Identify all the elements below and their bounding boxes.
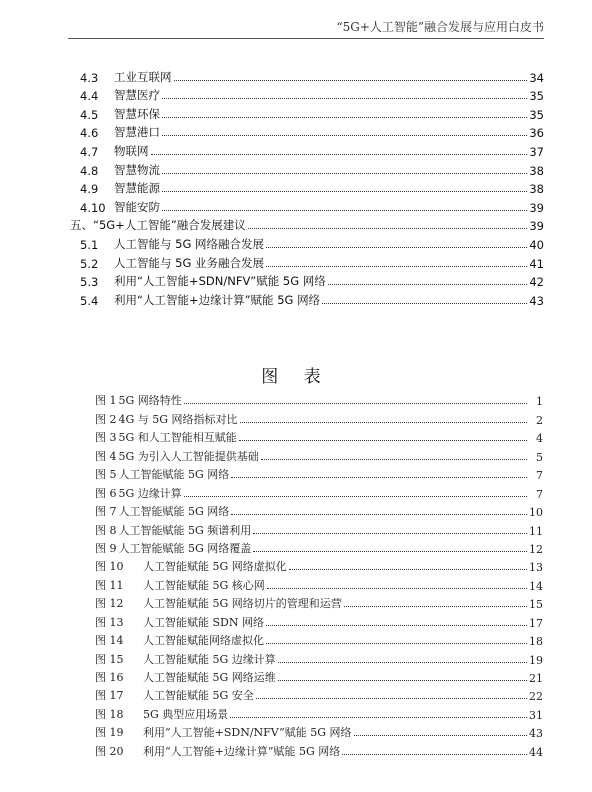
entry-page-number: 39 <box>529 200 544 215</box>
entry-page-number: 21 <box>529 672 543 685</box>
entry-title: 智慧物流 <box>114 162 160 177</box>
entry-number: 4.3 <box>80 70 99 85</box>
figure-entry[interactable] <box>95 519 543 537</box>
dot-leader <box>162 172 527 174</box>
entry-title: 智慧医疗 <box>114 88 160 103</box>
entry-page-number: 37 <box>529 144 544 159</box>
entry-title: 人工智能赋能 5G 边缘计算 <box>143 652 276 666</box>
entry-page-number: 2 <box>536 413 543 427</box>
dot-leader <box>162 116 527 118</box>
dot-leader <box>342 753 527 755</box>
entry-number: 4.4 <box>80 89 99 104</box>
dot-leader <box>278 679 527 681</box>
entry-page-number: 22 <box>529 690 543 704</box>
entry-page-number: 13 <box>529 561 543 575</box>
dot-leader <box>184 495 527 497</box>
entry-page-number: 5 <box>536 450 543 464</box>
entry-title: 5G 为引入人工智能提供基础 <box>118 449 259 463</box>
entry-page-number: 4 <box>536 432 543 446</box>
entry-title: 人工智能与 5G 网络融合发展 <box>114 236 265 251</box>
dot-leader <box>231 513 527 515</box>
entry-page-number: 12 <box>529 542 543 556</box>
entry-page-number: 39 <box>529 219 544 234</box>
dot-leader <box>256 697 527 699</box>
entry-page-number: 42 <box>529 275 544 290</box>
running-header: “5G+人工智能”融合发展与应用白皮书 <box>336 20 544 34</box>
figures-heading: 图 表 <box>261 367 331 387</box>
dot-leader <box>266 265 527 267</box>
figure-entry[interactable] <box>95 464 543 482</box>
entry-title: 5G 典型应用场景 <box>143 707 229 721</box>
entry-title: 利用“人工智能+SDN/NFV”赋能 5G 网络 <box>143 726 352 740</box>
dot-leader <box>354 734 527 736</box>
entry-title: 人工智能赋能 5G 核心网 <box>143 578 265 592</box>
entry-title: 五、“5G+人工智能”融合发展建议 <box>70 218 246 233</box>
figure-entry[interactable] <box>95 667 543 685</box>
figure-entry[interactable] <box>95 593 543 611</box>
dot-leader <box>231 476 527 478</box>
entry-title: 智慧港口 <box>114 125 160 140</box>
figure-entry[interactable] <box>95 427 543 445</box>
entry-page-number: 11 <box>529 524 543 538</box>
entry-page-number: 40 <box>529 237 544 252</box>
entry-page-number: 15 <box>529 598 543 612</box>
entry-number: 图 13 <box>95 615 124 629</box>
figure-entry[interactable] <box>95 740 543 758</box>
dot-leader <box>239 439 527 441</box>
figure-entry[interactable] <box>95 648 543 666</box>
entry-title: 人工智能赋能 5G 频谱利用 <box>118 523 252 537</box>
entry-number: 4.8 <box>80 163 99 178</box>
header-divider <box>68 38 544 39</box>
figure-entry[interactable] <box>95 574 543 592</box>
figure-entry[interactable] <box>95 482 543 500</box>
entry-number: 图 18 <box>95 707 124 721</box>
entry-page-number: 43 <box>529 727 543 741</box>
figure-entry[interactable] <box>95 408 543 426</box>
entry-title: 5G 边缘计算 <box>118 486 182 500</box>
toc-entry[interactable] <box>70 271 544 290</box>
entry-number: 图 5 <box>95 468 117 482</box>
dot-leader <box>344 605 527 607</box>
dot-leader <box>240 421 527 423</box>
toc-entry[interactable] <box>70 252 544 271</box>
entry-page-number: 34 <box>529 70 544 85</box>
entry-page-number: 31 <box>529 708 543 722</box>
entry-page-number: 14 <box>529 579 543 593</box>
entry-number: 4.6 <box>80 126 99 141</box>
figure-entry[interactable] <box>95 390 543 408</box>
entry-title: 人工智能赋能 5G 网络 <box>118 505 230 519</box>
dot-leader <box>266 246 527 248</box>
entry-number: 图 14 <box>95 634 124 648</box>
figure-entry[interactable] <box>95 445 543 463</box>
entry-title: 智慧能源 <box>114 181 160 196</box>
entry-page-number: 7 <box>536 487 543 501</box>
entry-page-number: 41 <box>529 256 544 271</box>
dot-leader <box>328 283 528 285</box>
entry-number: 4.5 <box>80 107 99 122</box>
entry-number: 图 2 <box>95 412 117 426</box>
entry-number: 图 6 <box>95 486 117 500</box>
entry-page-number: 35 <box>529 89 544 104</box>
dot-leader <box>266 642 527 644</box>
entry-title: 人工智能赋能 5G 网络覆盖 <box>118 541 252 555</box>
entry-title: 利用“人工智能+SDN/NFV”赋能 5G 网络 <box>114 274 326 289</box>
dot-leader <box>184 402 527 404</box>
dot-leader <box>278 661 527 663</box>
entry-number: 图 11 <box>95 578 124 592</box>
entry-title: 人工智能赋能 5G 网络运维 <box>143 671 276 684</box>
table-of-contents <box>70 66 544 308</box>
dot-leader <box>266 624 527 626</box>
dot-leader <box>253 550 527 552</box>
figure-entry[interactable] <box>95 630 543 648</box>
entry-page-number: 17 <box>529 616 543 630</box>
toc-entry[interactable] <box>70 103 544 122</box>
entry-number: 5.4 <box>80 293 99 308</box>
entry-title: 智能安防 <box>114 199 160 214</box>
entry-title: 4G 与 5G 网络指标对比 <box>118 412 238 426</box>
dot-leader <box>267 587 527 589</box>
figure-entry[interactable] <box>95 722 543 740</box>
entry-title: 智慧环保 <box>114 106 160 121</box>
entry-page-number: 1 <box>536 395 543 409</box>
toc-entry[interactable] <box>70 215 544 234</box>
entry-page-number: 35 <box>529 107 544 122</box>
entry-title: 物联网 <box>114 143 149 158</box>
entry-title: 人工智能赋能 SDN 网络 <box>143 615 264 629</box>
entry-number: 图 3 <box>95 431 117 445</box>
dot-leader <box>322 302 527 304</box>
dot-leader <box>261 458 527 460</box>
entry-number: 图 8 <box>95 523 117 537</box>
entry-page-number: 10 <box>529 506 543 520</box>
dot-leader <box>162 134 527 136</box>
entry-title: 人工智能与 5G 业务融合发展 <box>114 255 265 270</box>
toc-entry[interactable] <box>70 196 544 215</box>
entry-title: 人工智能赋能 5G 网络切片的管理和运营 <box>143 597 342 611</box>
toc-entry[interactable] <box>70 159 544 178</box>
entry-page-number: 44 <box>529 745 543 759</box>
dot-leader <box>174 79 528 81</box>
entry-title: 利用“人工智能+边缘计算”赋能 5G 网络 <box>114 292 321 307</box>
dot-leader <box>289 568 527 570</box>
dot-leader <box>151 153 528 155</box>
toc-entry[interactable] <box>70 289 544 308</box>
entry-page-number: 38 <box>529 182 544 197</box>
entry-title: 5G 和人工智能相互赋能 <box>118 431 237 445</box>
figure-entry[interactable] <box>95 501 543 519</box>
entry-page-number: 7 <box>536 469 543 483</box>
entry-title: 人工智能赋能 5G 安全 <box>143 689 254 703</box>
entry-page-number: 18 <box>529 635 543 649</box>
dot-leader <box>162 209 527 211</box>
toc-entry[interactable] <box>70 122 544 141</box>
entry-number: 图 16 <box>95 671 124 684</box>
figure-entry[interactable] <box>95 703 543 721</box>
list-of-figures <box>95 390 543 759</box>
entry-number: 图 1 <box>95 394 117 408</box>
dot-leader <box>230 716 527 718</box>
toc-entry[interactable] <box>70 233 544 252</box>
dot-leader <box>162 97 527 99</box>
dot-leader <box>253 532 527 534</box>
entry-number: 图 19 <box>95 726 124 740</box>
entry-title: 5G 网络特性 <box>118 394 182 408</box>
dot-leader <box>248 227 528 229</box>
figure-entry[interactable] <box>95 556 543 574</box>
entry-page-number: 36 <box>529 126 544 141</box>
entry-number: 图 20 <box>95 744 124 758</box>
entry-number: 图 4 <box>95 449 117 463</box>
entry-number: 图 7 <box>95 505 117 519</box>
figure-entry[interactable] <box>95 685 543 703</box>
entry-number: 图 9 <box>95 541 117 555</box>
entry-number: 图 15 <box>95 652 124 666</box>
toc-entry[interactable] <box>70 178 544 197</box>
entry-title: 人工智能赋能 5G 网络 <box>118 468 230 482</box>
toc-entry[interactable] <box>70 85 544 104</box>
entry-title: 工业互联网 <box>114 69 172 84</box>
entry-number: 图 17 <box>95 689 124 703</box>
entry-number: 4.7 <box>80 144 99 159</box>
entry-page-number: 19 <box>529 653 543 667</box>
entry-page-number: 43 <box>529 293 544 308</box>
figure-entry[interactable] <box>95 611 543 629</box>
entry-title: 人工智能赋能网络虚拟化 <box>143 634 264 648</box>
figure-entry[interactable] <box>95 538 543 556</box>
entry-number: 4.9 <box>80 182 99 197</box>
entry-title: 利用“人工智能+边缘计算”赋能 5G 网络 <box>143 744 341 758</box>
entry-number: 图 12 <box>95 597 124 611</box>
dot-leader <box>162 190 527 192</box>
toc-entry[interactable] <box>70 140 544 159</box>
entry-number: 图 10 <box>95 560 124 574</box>
entry-title: 人工智能赋能 5G 网络虚拟化 <box>143 560 287 574</box>
entry-number: 5.2 <box>80 256 99 271</box>
entry-page-number: 38 <box>529 163 544 178</box>
toc-entry[interactable] <box>70 66 544 85</box>
entry-number: 5.1 <box>80 237 99 252</box>
entry-number: 5.3 <box>80 275 99 290</box>
entry-number: 4.10 <box>80 200 106 215</box>
